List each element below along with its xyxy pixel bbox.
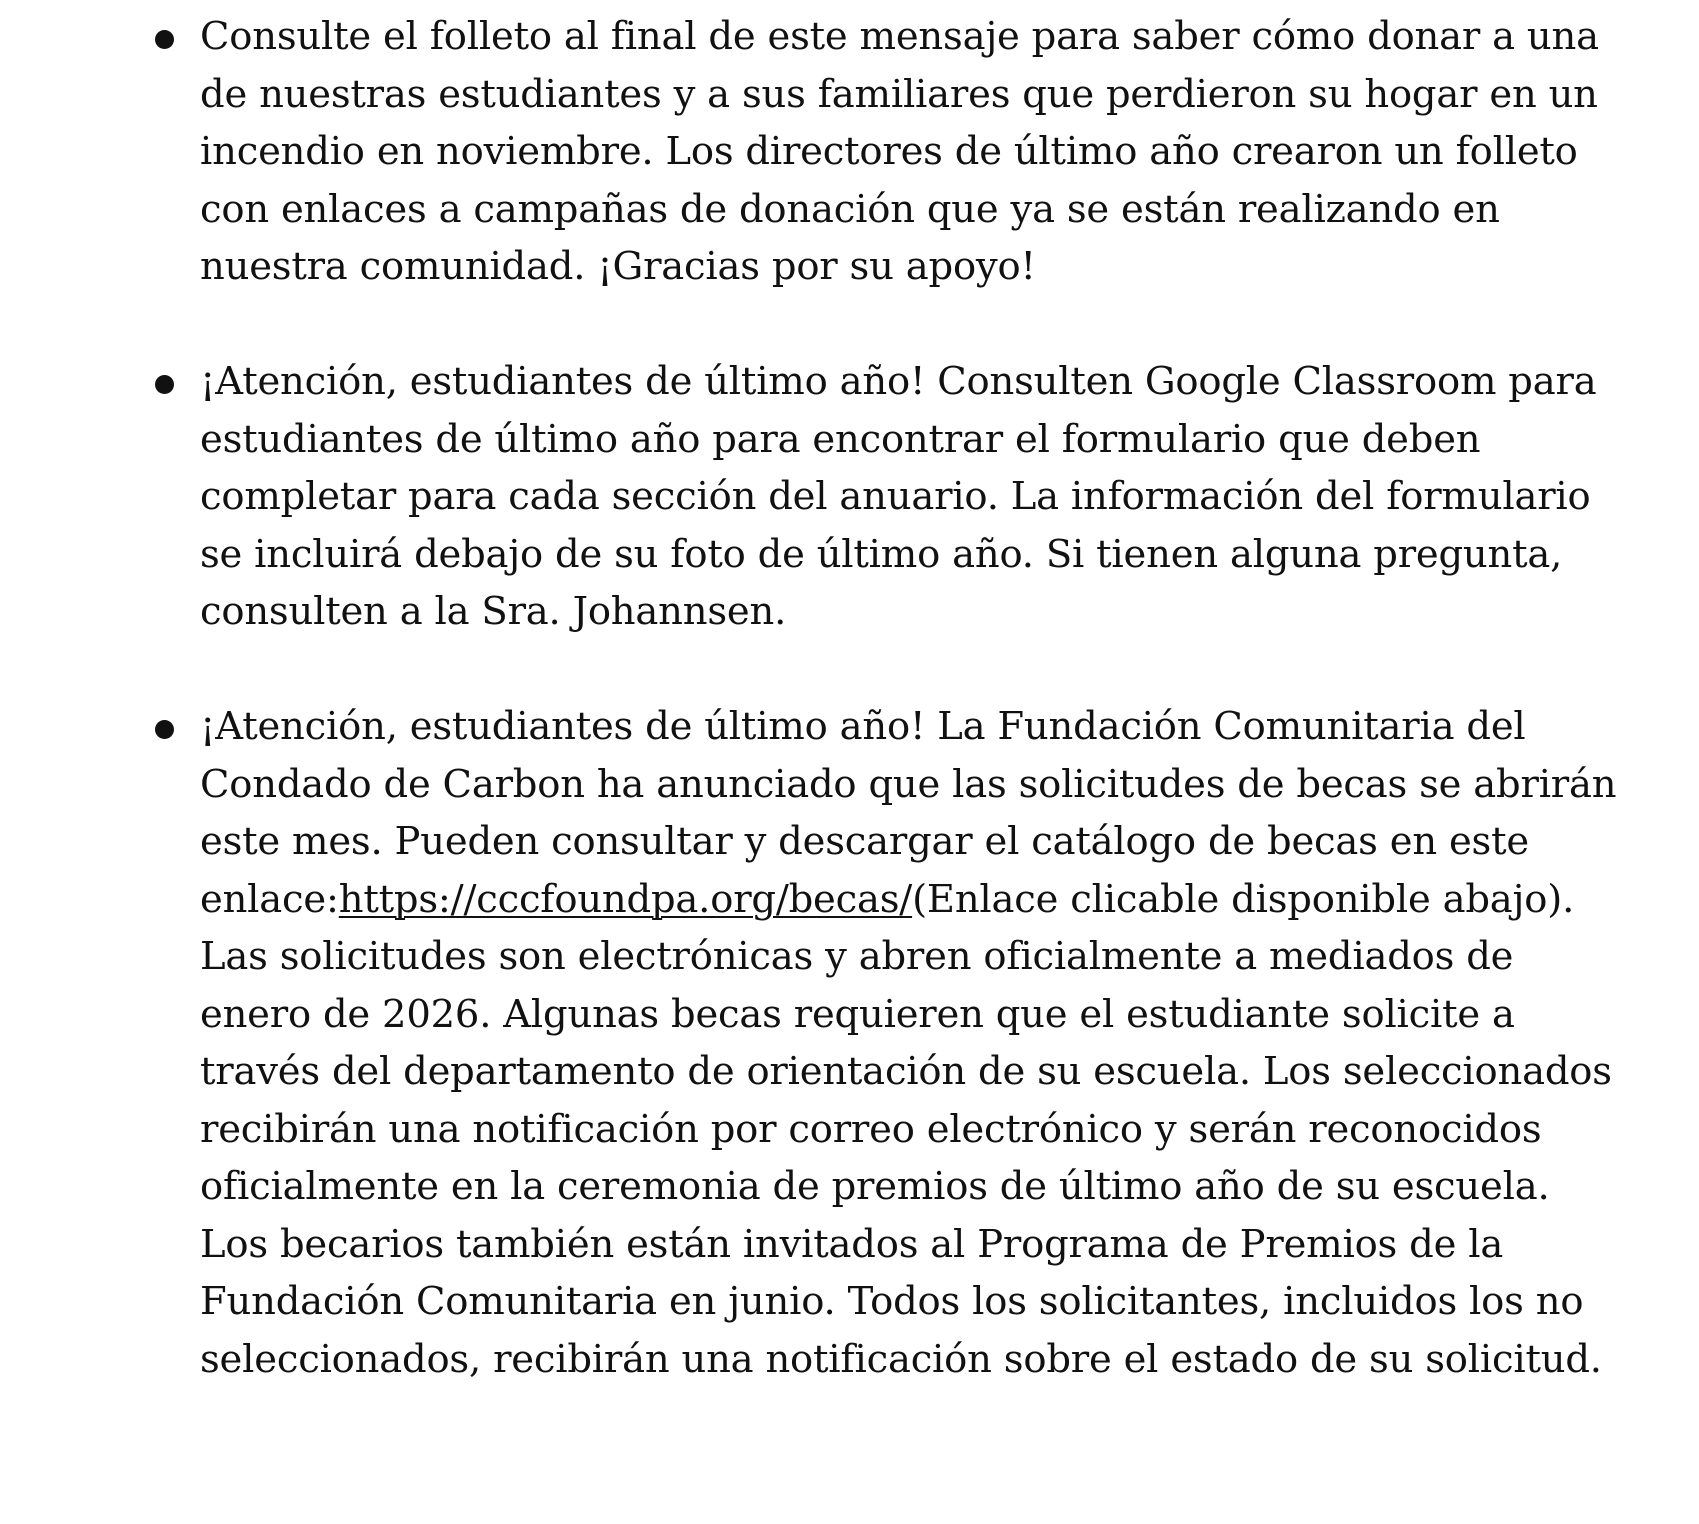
- announcement-text: ¡Atención, estudiantes de último año! Consulten Google Classroom para estudiantes de último año para encontrar el formulario que deben completar para cada sección del anuario. La información del formulario se incluirá debajo de su foto de último año. Si tienen alguna pregunta, consulten a la Sra. Johannsen.: [200, 359, 1597, 634]
- bullet-dot-icon: [155, 720, 174, 739]
- announcement-text-before-link: ¡Atención, estudiantes de último año! La Fundación Comunitaria del Condado de Carbon ha anunciado que las solicitudes de becas se abrirán este mes. Pueden consultar y descargar el catálogo de becas en este enlace:: [200, 704, 1617, 922]
- announcement-list: [200, 8, 1620, 1446]
- announcement-text: Consulte el folleto al final de este mensaje para saber cómo donar a una de nuestras estudiantes y a sus familiares que perdieron su hogar en un incendio en noviembre. Los directores de último año crearon un folleto con enlaces a campañas de donación que ya se están realizando en nuestra comunidad. ¡Gracias por su apoyo!: [200, 14, 1599, 289]
- bullet-dot-icon: [155, 375, 174, 394]
- bullet-dot-icon: [155, 30, 174, 49]
- scholarship-catalog-link[interactable]: https://cccfoundpa.org/becas/: [338, 876, 913, 922]
- list-item: [200, 8, 1620, 296]
- announcement-text-after-link: (Enlace clicable disponible abajo). Las solicitudes son electrónicas y abren oficialmente a mediados de enero de 2026. Algunas becas requieren que el estudiante solicite a través del departamento de orientación de su escuela. Los seleccionados recibirán una notificación por correo electrónico y serán reconocidos oficialmente en la ceremonia de premios de último año de su escuela. Los becarios también están invitados al Programa de Premios de la Fundación Comunitaria en junio. Todos los solicitantes, incluidos los no seleccionados, recibirán una notificación sobre el estado de su solicitud.: [200, 876, 1612, 1382]
- list-item: [200, 353, 1620, 641]
- list-item: [200, 698, 1620, 1388]
